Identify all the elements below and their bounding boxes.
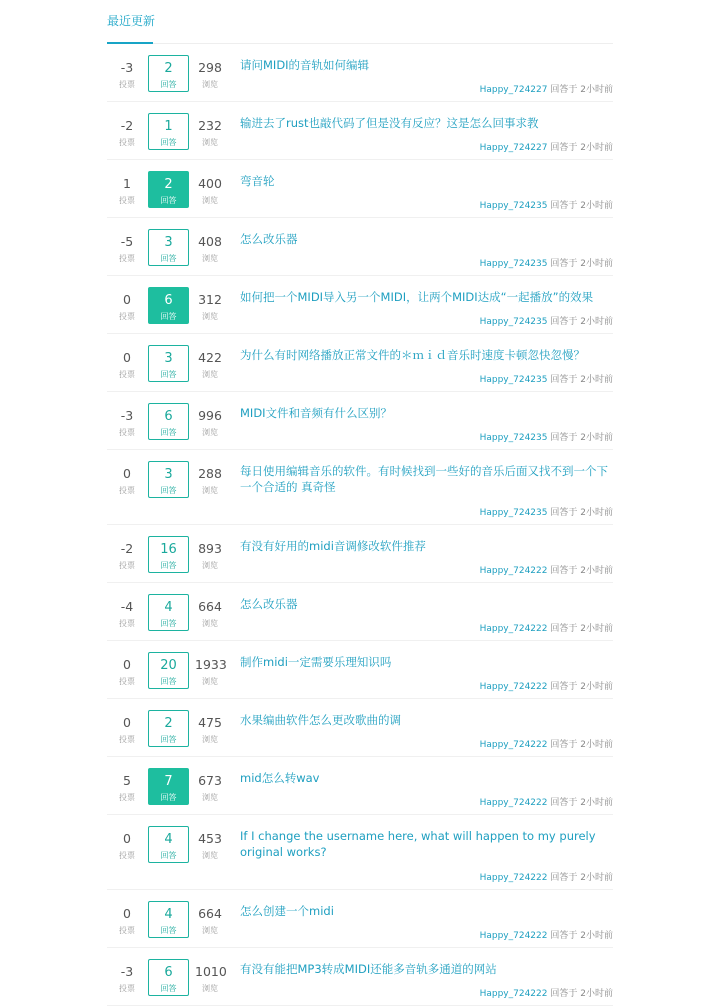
question-title-link[interactable]: 制作midi一定需要乐理知识吗 xyxy=(240,655,392,669)
view-count xyxy=(195,292,225,323)
answered-by-text: 回答于 xyxy=(550,317,578,327)
vote-label: 投票 xyxy=(119,428,135,437)
question-meta xyxy=(480,256,613,269)
view-count xyxy=(195,964,225,995)
view-count xyxy=(195,118,225,149)
author-link[interactable]: Happy_724222 xyxy=(479,682,548,692)
time-ago: 2小时前 xyxy=(580,259,613,269)
time-ago: 2小时前 xyxy=(580,201,613,211)
answer-label: 回答 xyxy=(160,561,177,570)
time-ago: 2小时前 xyxy=(580,682,613,692)
vote-label: 投票 xyxy=(119,984,135,993)
answer-number: 2 xyxy=(164,61,173,76)
view-count xyxy=(195,599,225,630)
question-title-link[interactable]: MIDI文件和音频有什么区别？ xyxy=(240,406,393,420)
answered-by-text: 回答于 xyxy=(550,85,578,95)
question-list xyxy=(107,44,613,1006)
view-label: 浏览 xyxy=(202,619,218,628)
view-count xyxy=(195,408,225,439)
question-row xyxy=(107,276,613,334)
time-ago: 2小时前 xyxy=(580,317,613,327)
question-title-link[interactable]: mid怎么转wav xyxy=(240,771,320,785)
answer-count-badge[interactable] xyxy=(148,345,189,382)
question-title-link[interactable]: 有没有好用的midi音调修改软件推荐 xyxy=(240,539,426,553)
view-count xyxy=(195,715,225,746)
time-ago: 2小时前 xyxy=(580,85,613,95)
question-meta xyxy=(480,505,613,518)
author-link[interactable]: Happy_724235 xyxy=(479,375,548,385)
time-ago: 2小时前 xyxy=(580,931,613,941)
answer-number: 6 xyxy=(164,293,173,308)
view-label: 浏览 xyxy=(202,926,218,935)
view-label: 浏览 xyxy=(202,196,218,205)
time-ago: 2小时前 xyxy=(580,143,613,153)
question-title-link[interactable]: 有没有能把MP3转成MIDI还能多音轨多通道的网站 xyxy=(240,962,497,976)
answer-number: 1 xyxy=(164,119,173,134)
vote-label: 投票 xyxy=(119,486,135,495)
answer-number: 2 xyxy=(164,716,173,731)
author-link[interactable]: Happy_724222 xyxy=(479,989,548,999)
answer-label: 回答 xyxy=(160,428,177,437)
vote-count xyxy=(115,292,139,323)
answer-label: 回答 xyxy=(160,254,177,263)
answered-by-text: 回答于 xyxy=(550,433,578,443)
view-count xyxy=(195,541,225,572)
vote-count xyxy=(115,715,139,746)
answer-count-badge[interactable] xyxy=(148,461,189,498)
answer-number: 2 xyxy=(164,177,173,192)
question-meta xyxy=(480,679,613,692)
question-title-link[interactable]: 请问MIDI的音轨如何编辑 xyxy=(240,58,370,72)
answered-by-text: 回答于 xyxy=(550,259,578,269)
question-meta xyxy=(480,870,613,883)
answer-count-badge[interactable] xyxy=(148,403,189,440)
vote-number: -3 xyxy=(120,60,134,75)
question-title-link[interactable]: 为什么有时网络播放正常文件的＊ｍｉｄ音乐时速度卡顿忽快忽慢？ xyxy=(240,348,585,362)
time-ago: 2小时前 xyxy=(580,624,613,634)
answer-count-badge[interactable] xyxy=(148,768,189,805)
question-row xyxy=(107,815,613,890)
view-number: 312 xyxy=(198,292,222,307)
vote-label: 投票 xyxy=(119,851,135,860)
view-number: 996 xyxy=(198,408,222,423)
question-row xyxy=(107,102,613,160)
answer-count-badge[interactable] xyxy=(148,55,189,92)
view-label: 浏览 xyxy=(202,486,218,495)
view-number: 664 xyxy=(198,599,222,614)
answer-label: 回答 xyxy=(160,984,177,993)
answer-label: 回答 xyxy=(160,80,177,89)
view-label: 浏览 xyxy=(202,138,218,147)
answer-count-badge[interactable] xyxy=(148,229,189,266)
answer-label: 回答 xyxy=(160,196,177,205)
time-ago: 2小时前 xyxy=(580,508,613,518)
view-label: 浏览 xyxy=(202,312,218,321)
vote-number: 0 xyxy=(123,466,131,481)
vote-count xyxy=(115,773,139,804)
answer-count-badge[interactable] xyxy=(148,901,189,938)
view-number: 475 xyxy=(198,715,222,730)
question-row xyxy=(107,44,613,102)
author-link[interactable]: Happy_724222 xyxy=(479,931,548,941)
vote-count xyxy=(115,831,139,862)
vote-label: 投票 xyxy=(119,196,135,205)
vote-label: 投票 xyxy=(119,370,135,379)
view-count xyxy=(195,466,225,497)
time-ago: 2小时前 xyxy=(580,798,613,808)
view-number: 664 xyxy=(198,906,222,921)
vote-label: 投票 xyxy=(119,254,135,263)
answered-by-text: 回答于 xyxy=(550,143,578,153)
vote-number: -2 xyxy=(120,541,134,556)
answer-count-badge[interactable] xyxy=(148,652,189,689)
vote-label: 投票 xyxy=(119,677,135,686)
vote-count xyxy=(115,60,139,91)
question-row xyxy=(107,948,613,1006)
vote-number: 0 xyxy=(123,906,131,921)
view-label: 浏览 xyxy=(202,80,218,89)
time-ago: 2小时前 xyxy=(580,989,613,999)
question-row xyxy=(107,334,613,392)
author-link[interactable]: Happy_724235 xyxy=(479,201,548,211)
answer-number: 3 xyxy=(164,351,173,366)
view-label: 浏览 xyxy=(202,370,218,379)
question-meta xyxy=(480,563,613,576)
answer-count-badge[interactable] xyxy=(148,826,189,863)
view-label: 浏览 xyxy=(202,735,218,744)
question-meta xyxy=(480,372,613,385)
vote-number: -5 xyxy=(120,234,134,249)
view-count xyxy=(195,234,225,265)
answer-number: 3 xyxy=(164,467,173,482)
question-title-link[interactable]: 如何把一个MIDI导入另一个MIDI，让两个MIDI达成“一起播放”的效果 xyxy=(240,290,594,304)
answered-by-text: 回答于 xyxy=(550,682,578,692)
answered-by-text: 回答于 xyxy=(550,375,578,385)
answer-count-badge[interactable] xyxy=(148,959,189,996)
question-row xyxy=(107,699,613,757)
question-row xyxy=(107,890,613,948)
answer-label: 回答 xyxy=(160,793,177,802)
answer-count-badge[interactable] xyxy=(148,710,189,747)
time-ago: 2小时前 xyxy=(580,740,613,750)
question-meta xyxy=(480,140,613,153)
vote-label: 投票 xyxy=(119,619,135,628)
vote-number: -3 xyxy=(120,964,134,979)
vote-count xyxy=(115,541,139,572)
question-title-link[interactable]: 水果编曲软件怎么更改歌曲的调 xyxy=(240,713,401,727)
vote-number: 0 xyxy=(123,657,131,672)
answered-by-text: 回答于 xyxy=(550,989,578,999)
answer-number: 4 xyxy=(164,600,173,615)
question-meta xyxy=(480,621,613,634)
answer-number: 7 xyxy=(164,774,173,789)
view-number: 453 xyxy=(198,831,222,846)
view-label: 浏览 xyxy=(202,428,218,437)
vote-label: 投票 xyxy=(119,561,135,570)
answer-number: 3 xyxy=(164,235,173,250)
question-title-link[interactable]: 输进去了rust也敲代码了但是没有反应？这是怎么回事求教 xyxy=(240,116,539,130)
view-number: 288 xyxy=(198,466,222,481)
answer-number: 4 xyxy=(164,907,173,922)
view-count xyxy=(195,350,225,381)
question-row xyxy=(107,757,613,815)
author-link[interactable]: Happy_724235 xyxy=(479,317,548,327)
view-number: 400 xyxy=(198,176,222,191)
author-link[interactable]: Happy_724222 xyxy=(479,740,548,750)
answer-label: 回答 xyxy=(160,138,177,147)
vote-number: -3 xyxy=(120,408,134,423)
answer-label: 回答 xyxy=(160,619,177,628)
question-row xyxy=(107,583,613,641)
answer-label: 回答 xyxy=(160,926,177,935)
view-label: 浏览 xyxy=(202,254,218,263)
answered-by-text: 回答于 xyxy=(550,798,578,808)
view-number: 408 xyxy=(198,234,222,249)
view-count xyxy=(195,773,225,804)
answer-label: 回答 xyxy=(160,370,177,379)
question-meta xyxy=(480,198,613,211)
answer-number: 20 xyxy=(160,658,177,673)
vote-number: -4 xyxy=(120,599,134,614)
question-title-link[interactable]: 每日使用编辑音乐的软件。有时候找到一些好的音乐后面又找不到一个下一个合适的 真奇怪 xyxy=(240,464,608,494)
vote-count xyxy=(115,118,139,149)
question-title-link[interactable]: 怎么改乐器 xyxy=(240,597,298,611)
answer-count-badge[interactable] xyxy=(148,113,189,150)
tab-bar xyxy=(107,0,613,44)
view-count xyxy=(195,60,225,91)
answer-count-badge[interactable] xyxy=(148,171,189,208)
vote-label: 投票 xyxy=(119,80,135,89)
answer-number: 6 xyxy=(164,409,173,424)
answer-count-badge[interactable] xyxy=(148,594,189,631)
answer-label: 回答 xyxy=(160,312,177,321)
view-label: 浏览 xyxy=(202,561,218,570)
view-number: 893 xyxy=(198,541,222,556)
question-meta xyxy=(480,82,613,95)
view-count xyxy=(195,906,225,937)
vote-count xyxy=(115,906,139,937)
view-number: 673 xyxy=(198,773,222,788)
answered-by-text: 回答于 xyxy=(550,508,578,518)
author-link[interactable]: Happy_724222 xyxy=(479,798,548,808)
answer-label: 回答 xyxy=(160,486,177,495)
author-link[interactable]: Happy_724227 xyxy=(479,143,548,153)
answer-number: 4 xyxy=(164,832,173,847)
question-title-link[interactable]: 怎么改乐器 xyxy=(240,232,298,246)
time-ago: 2小时前 xyxy=(580,433,613,443)
answer-label: 回答 xyxy=(160,677,177,686)
answer-label: 回答 xyxy=(160,851,177,860)
vote-label: 投票 xyxy=(119,793,135,802)
question-meta xyxy=(480,795,613,808)
vote-label: 投票 xyxy=(119,138,135,147)
author-link[interactable]: Happy_724222 xyxy=(479,873,548,883)
answer-number: 16 xyxy=(160,542,177,557)
question-meta xyxy=(480,314,613,327)
view-count xyxy=(195,831,225,862)
vote-number: 0 xyxy=(123,292,131,307)
view-count xyxy=(195,176,225,207)
vote-label: 投票 xyxy=(119,926,135,935)
question-meta xyxy=(480,430,613,443)
answered-by-text: 回答于 xyxy=(550,931,578,941)
answer-label: 回答 xyxy=(160,735,177,744)
question-row xyxy=(107,641,613,699)
question-title-link[interactable]: If I change the username here, what will happen to my purely original works? xyxy=(240,829,596,859)
vote-count xyxy=(115,657,139,688)
view-label: 浏览 xyxy=(202,984,218,993)
answered-by-text: 回答于 xyxy=(550,566,578,576)
answer-count-badge[interactable] xyxy=(148,287,189,324)
vote-count xyxy=(115,234,139,265)
author-link[interactable]: Happy_724222 xyxy=(479,624,548,634)
answered-by-text: 回答于 xyxy=(550,873,578,883)
view-number: 1933 xyxy=(195,657,227,672)
answered-by-text: 回答于 xyxy=(550,624,578,634)
view-label: 浏览 xyxy=(202,851,218,860)
tab-recent-updates[interactable]: 最近更新 xyxy=(107,14,156,28)
time-ago: 2小时前 xyxy=(580,873,613,883)
author-link[interactable]: Happy_724227 xyxy=(479,85,548,95)
answer-count-badge[interactable] xyxy=(148,536,189,573)
view-number: 298 xyxy=(198,60,222,75)
answered-by-text: 回答于 xyxy=(550,740,578,750)
question-title-link[interactable]: 弯音轮 xyxy=(240,174,275,188)
question-title-link[interactable]: 怎么创建一个midi xyxy=(240,904,334,918)
author-link[interactable]: Happy_724222 xyxy=(479,566,548,576)
view-count xyxy=(195,657,225,688)
vote-number: 0 xyxy=(123,350,131,365)
view-number: 1010 xyxy=(195,964,227,979)
vote-label: 投票 xyxy=(119,735,135,744)
vote-number: 1 xyxy=(123,176,131,191)
vote-number: 0 xyxy=(123,831,131,846)
vote-count xyxy=(115,350,139,381)
author-link[interactable]: Happy_724235 xyxy=(479,259,548,269)
vote-number: 0 xyxy=(123,715,131,730)
view-label: 浏览 xyxy=(202,677,218,686)
author-link[interactable]: Happy_724235 xyxy=(479,508,548,518)
vote-count xyxy=(115,599,139,630)
author-link[interactable]: Happy_724235 xyxy=(479,433,548,443)
vote-count xyxy=(115,176,139,207)
view-label: 浏览 xyxy=(202,793,218,802)
time-ago: 2小时前 xyxy=(580,375,613,385)
question-meta xyxy=(480,928,613,941)
vote-number: -2 xyxy=(120,118,134,133)
question-row xyxy=(107,218,613,276)
vote-label: 投票 xyxy=(119,312,135,321)
question-row xyxy=(107,525,613,583)
question-meta xyxy=(480,737,613,750)
vote-count xyxy=(115,964,139,995)
question-row xyxy=(107,160,613,218)
vote-count xyxy=(115,466,139,497)
time-ago: 2小时前 xyxy=(580,566,613,576)
vote-number: 5 xyxy=(123,773,131,788)
view-number: 232 xyxy=(198,118,222,133)
view-number: 422 xyxy=(198,350,222,365)
question-row xyxy=(107,392,613,450)
question-row xyxy=(107,450,613,525)
answer-number: 6 xyxy=(164,965,173,980)
answered-by-text: 回答于 xyxy=(550,201,578,211)
vote-count xyxy=(115,408,139,439)
question-meta xyxy=(480,986,613,999)
